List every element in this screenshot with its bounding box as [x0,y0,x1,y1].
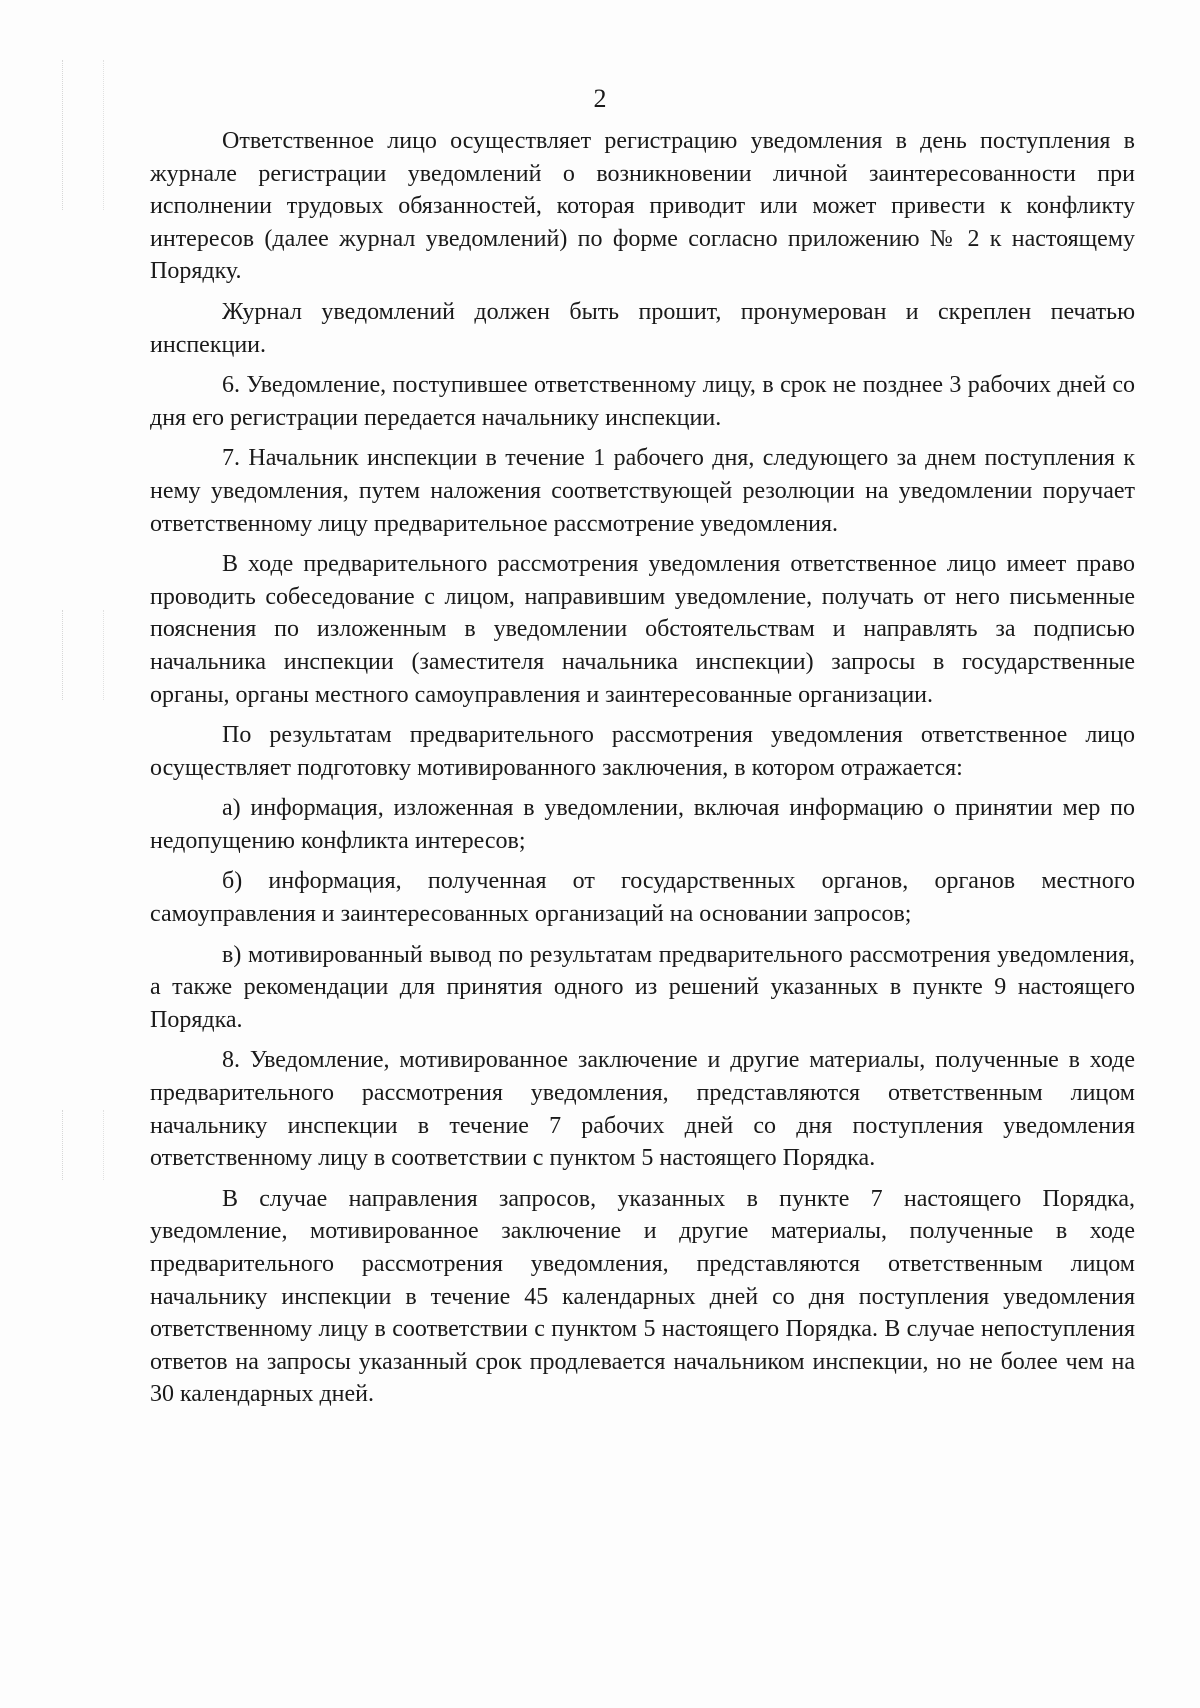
paragraph-requests-deadline: В случае направления запросов, указанных в пункте 7 настоящего Порядка, уведомление, мотивированное заключение и другие материалы, полученные в ходе предварительного рассмотрения уведомления, представляются ответственным лицом начальнику инспекции в течение 45 календарных дней со дня поступления уведомления ответственному лицу в соответствии с пунктом 5 настоящего Порядка. В случае непоступления ответов на запросы указанный срок продлевается начальником инспекции, но не более чем на 30 календарных дней. [150,1185,1135,1408]
paragraph-preliminary-review: В ходе предварительного рассмотрения уведомления ответственное лицо имеет право проводить собеседование с лицом, направившим уведомление, получать от него письменные пояснения по изложенным в уведомлении обстоятельствам и направлять за подписью начальника инспекции (заместителя начальника инспекции) запросы в государственные органы, органы местного самоуправления и заинтересованные организации. [150,551,1135,708]
paragraph-item-8: 8. Уведомление, мотивированное заключение и другие материалы, полученные в ходе предварительного рассмотрения уведомления, представляются ответственным лицом начальнику инспекции в течение 7 рабочих дней со дня поступления уведомления ответственному лицу в соответствии с пунктом 5 настоящего Порядка. [150,1047,1135,1172]
paragraph-item-6: 6. Уведомление, поступившее ответственному лицу, в срок не позднее 3 рабочих дней со дня его регистрации передается начальнику инспекции. [150,372,1135,431]
paragraph-registration: Ответственное лицо осуществляет регистрацию уведомления в день поступления в журнале регистрации уведомлений о возникновении личной заинтересованности при исполнении трудовых обязанностей, которая приводит или может привести к конфликту интересов (далее журнал уведомлений) по форме согласно приложению № 2 к настоящему Порядку. [150,128,1135,285]
scan-artifact-middle [62,610,104,700]
scan-artifact-top [62,60,104,210]
paragraph-item-7: 7. Начальник инспекции в течение 1 рабочего дня, следующего за днем поступления к нему уведомления, путем наложения соответствующей резолюции на уведомлении поручает ответственному лицу предварительное рассмотрение уведомления. [150,445,1135,537]
scan-artifact-lower [62,1110,104,1180]
paragraph-subitem-a: а) информация, изложенная в уведомлении, включая информацию о принятии мер по недопущению конфликта интересов; [150,795,1135,854]
paragraph-subitem-b: б) информация, полученная от государственных органов, органов местного самоуправления и заинтересованных организаций на основании запросов; [150,868,1135,928]
paragraph-subitem-v: в) мотивированный вывод по результатам предварительного рассмотрения уведомления, а также рекомендации для принятия одного из решений указанных в пункте 9 настоящего Порядка. [150,941,1135,1033]
paragraph-journal: Журнал уведомлений должен быть прошит, пронумерован и скреплен печатью инспекции. [150,298,1135,358]
page-number: 2 [593,84,607,113]
paragraph-conclusion-intro: По результатам предварительного рассмотрения уведомления ответственное лицо осуществляет подготовку мотивированного заключения, в котором отражается: [150,722,1135,781]
document-body [150,125,1135,1411]
